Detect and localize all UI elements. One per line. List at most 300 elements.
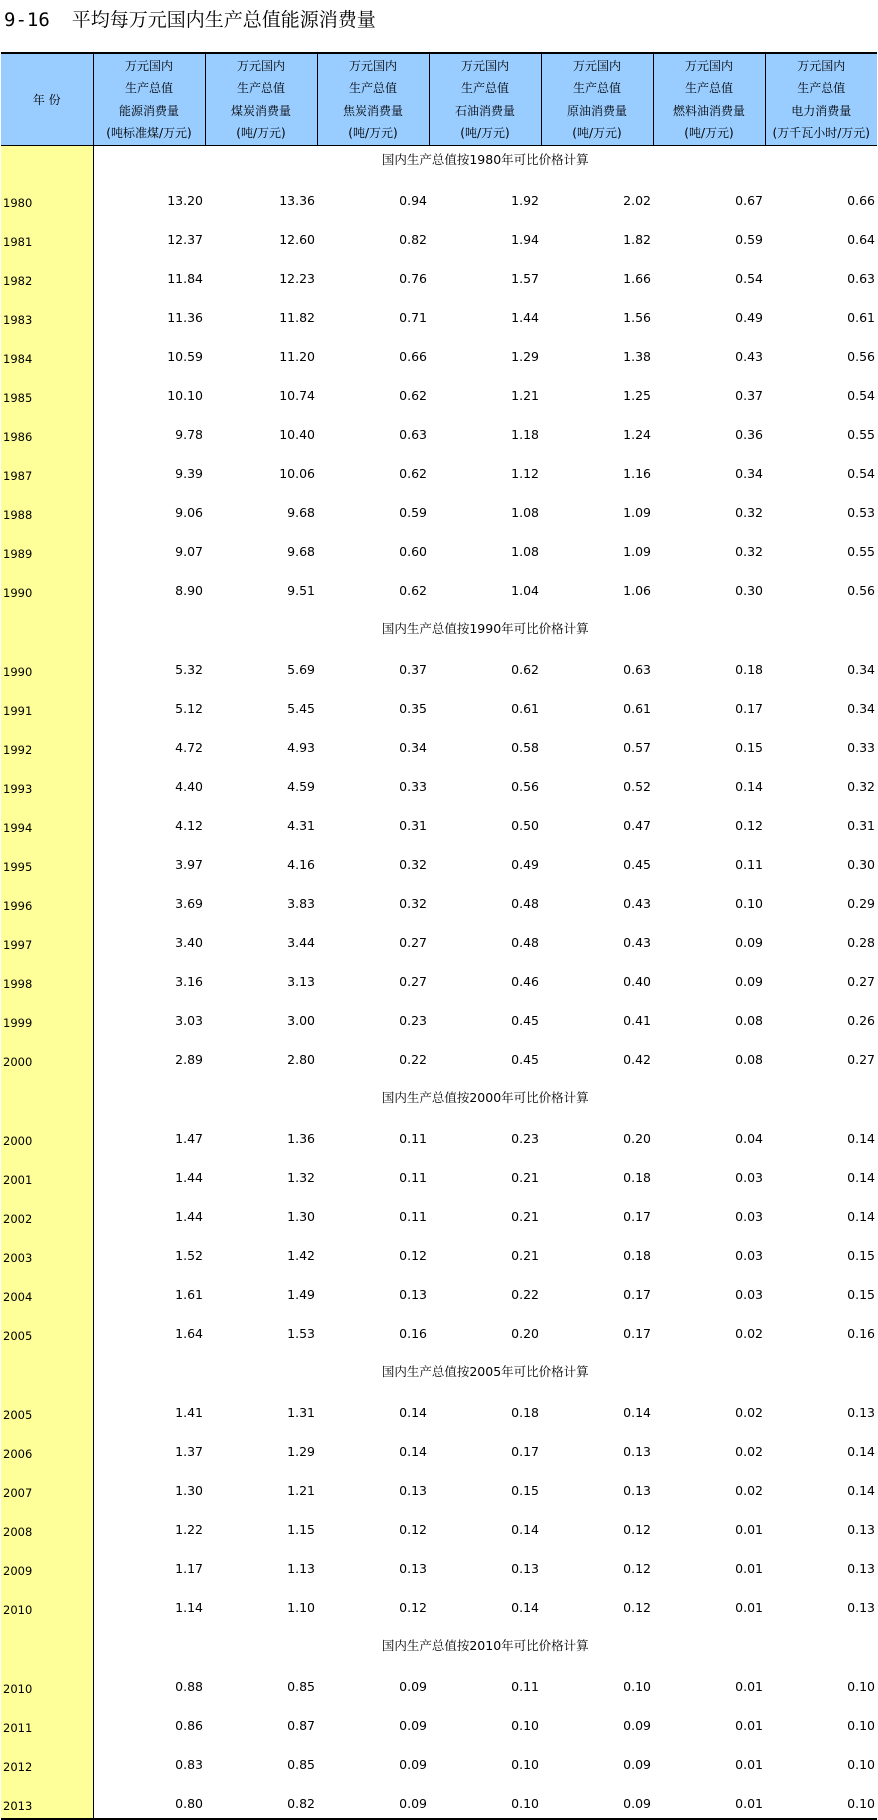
column-header-line: 电力消费量	[791, 103, 852, 118]
value-cell: 0.11	[735, 857, 763, 872]
value-cell: 1.31	[287, 1405, 315, 1420]
value-cell: 0.34	[847, 662, 875, 677]
value-cell: 0.10	[847, 1718, 875, 1733]
value-cell: 1.49	[287, 1287, 315, 1302]
value-cell: 5.12	[175, 701, 203, 716]
value-cell: 0.56	[847, 349, 875, 364]
value-cell: 0.13	[847, 1600, 875, 1615]
value-cell: 1.36	[287, 1131, 315, 1146]
value-cell: 3.16	[175, 974, 203, 989]
value-cell: 0.54	[847, 388, 875, 403]
table-row	[1, 1231, 877, 1270]
value-cell: 1.16	[623, 466, 651, 481]
value-cell: 0.88	[175, 1679, 203, 1694]
value-cell: 0.13	[399, 1287, 427, 1302]
value-cell: 1.18	[511, 427, 539, 442]
table-row	[1, 254, 877, 293]
value-cell: 0.76	[399, 271, 427, 286]
table-row	[1, 1505, 877, 1544]
value-cell: 0.31	[847, 818, 875, 833]
value-cell: 0.16	[847, 1326, 875, 1341]
value-cell: 0.45	[511, 1052, 539, 1067]
value-cell: 4.31	[287, 818, 315, 833]
value-cell: 9.78	[175, 427, 203, 442]
column-header-line: 万元国内	[236, 58, 285, 73]
value-cell: 0.82	[205, 1779, 317, 1819]
section-title: 国内生产总值按2005年可比价格计算	[381, 1364, 589, 1379]
year-cell: 2008	[1, 1505, 93, 1544]
value-cell: 0.04	[735, 1131, 763, 1146]
value-cell: 1.56	[623, 310, 651, 325]
value-cell: 3.83	[287, 896, 315, 911]
value-cell: 1.52	[175, 1248, 203, 1263]
value-cell: 0.67	[735, 193, 763, 208]
year-cell-empty	[1, 146, 93, 177]
value-cell: 0.58	[511, 740, 539, 755]
value-cell: 9.39	[175, 466, 203, 481]
column-header-line: 燃料油消费量	[672, 103, 745, 118]
value-cell: 0.55	[847, 427, 875, 442]
value-cell: 13.36	[279, 193, 315, 208]
value-cell: 0.27	[399, 974, 427, 989]
value-cell: 11.36	[167, 310, 203, 325]
column-header-line: (吨/万元)	[460, 126, 510, 140]
value-cell: 5.45	[287, 701, 315, 716]
table-row	[1, 918, 877, 957]
year-cell: 1990	[1, 645, 93, 684]
table-row	[1, 488, 877, 527]
table-row	[1, 215, 877, 254]
value-cell: 0.32	[399, 857, 427, 872]
table-row	[1, 762, 877, 801]
value-cell: 0.17	[623, 1287, 651, 1302]
year-cell: 2005	[1, 1388, 93, 1427]
year-cell: 2001	[1, 1153, 93, 1192]
table-row	[1, 1583, 877, 1622]
value-cell: 0.82	[399, 232, 427, 247]
value-cell: 10.40	[279, 427, 315, 442]
value-cell: 1.29	[287, 1444, 315, 1459]
value-cell: 1.08	[511, 544, 539, 559]
value-cell: 5.69	[287, 662, 315, 677]
value-cell: 0.53	[847, 505, 875, 520]
column-header-line: 万元国内	[797, 58, 846, 73]
value-cell: 1.08	[511, 505, 539, 520]
table-title-text: 平均每万元国内生产总值能源消费量	[71, 9, 376, 31]
value-cell: 1.21	[287, 1483, 315, 1498]
table-row	[1, 176, 877, 215]
year-cell: 2011	[1, 1701, 93, 1740]
table-row	[1, 996, 877, 1035]
table-row	[1, 684, 877, 723]
value-cell: 0.09	[399, 1757, 427, 1772]
column-header-5	[541, 53, 653, 146]
year-cell: 1980	[1, 176, 93, 215]
year-cell: 2004	[1, 1270, 93, 1309]
year-cell: 1992	[1, 723, 93, 762]
section-title: 国内生产总值按1980年可比价格计算	[381, 152, 589, 167]
column-header-line: (吨/万元)	[348, 126, 398, 140]
value-cell: 0.12	[623, 1522, 651, 1537]
value-cell: 9.68	[287, 505, 315, 520]
value-cell: 0.27	[847, 974, 875, 989]
column-header-line: (吨/万元)	[236, 126, 286, 140]
value-cell: 4.93	[287, 740, 315, 755]
value-cell: 0.03	[735, 1287, 763, 1302]
value-cell: 10.59	[167, 349, 203, 364]
year-cell: 2003	[1, 1231, 93, 1270]
section-heading-row	[1, 146, 877, 177]
value-cell: 0.56	[847, 583, 875, 598]
value-cell: 0.20	[511, 1326, 539, 1341]
value-cell: 13.20	[167, 193, 203, 208]
page-title	[4, 6, 376, 34]
value-cell: 0.13	[623, 1444, 651, 1459]
value-cell: 0.64	[847, 232, 875, 247]
value-cell: 0.09	[541, 1779, 653, 1819]
value-cell: 4.59	[287, 779, 315, 794]
table-row	[1, 566, 877, 605]
value-cell: 0.12	[623, 1561, 651, 1576]
value-cell: 0.57	[623, 740, 651, 755]
value-cell: 0.09	[623, 1718, 651, 1733]
year-cell: 1993	[1, 762, 93, 801]
value-cell: 0.12	[735, 818, 763, 833]
value-cell: 10.10	[167, 388, 203, 403]
value-cell: 0.62	[399, 388, 427, 403]
table-row	[1, 879, 877, 918]
value-cell: 0.14	[847, 1209, 875, 1224]
value-cell: 9.51	[287, 583, 315, 598]
column-header-1	[93, 53, 205, 146]
value-cell: 0.16	[399, 1326, 427, 1341]
value-cell: 0.47	[623, 818, 651, 833]
value-cell: 1.42	[287, 1248, 315, 1263]
value-cell: 4.12	[175, 818, 203, 833]
value-cell: 0.63	[623, 662, 651, 677]
value-cell: 0.50	[511, 818, 539, 833]
value-cell: 0.34	[847, 701, 875, 716]
value-cell: 0.02	[735, 1405, 763, 1420]
value-cell: 0.10	[847, 1757, 875, 1772]
value-cell: 0.26	[847, 1013, 875, 1028]
table-row	[1, 1544, 877, 1583]
value-cell: 12.23	[279, 271, 315, 286]
value-cell: 10.06	[279, 466, 315, 481]
value-cell: 1.25	[623, 388, 651, 403]
table-row	[1, 801, 877, 840]
table-row	[1, 645, 877, 684]
value-cell: 0.30	[847, 857, 875, 872]
value-cell: 0.27	[399, 935, 427, 950]
value-cell: 0.01	[735, 1561, 763, 1576]
table-body	[1, 146, 877, 1820]
table-row	[1, 1466, 877, 1505]
value-cell: 0.41	[623, 1013, 651, 1028]
value-cell: 1.53	[287, 1326, 315, 1341]
table-row	[1, 1388, 877, 1427]
year-cell: 1989	[1, 527, 93, 566]
column-header-6	[653, 53, 765, 146]
table-row	[1, 1153, 877, 1192]
value-cell: 0.13	[623, 1483, 651, 1498]
value-cell: 0.09	[317, 1779, 429, 1819]
value-cell: 0.22	[511, 1287, 539, 1302]
value-cell: 0.13	[511, 1561, 539, 1576]
value-cell: 0.43	[735, 349, 763, 364]
value-cell: 0.23	[399, 1013, 427, 1028]
value-cell: 0.17	[735, 701, 763, 716]
value-cell: 1.04	[511, 583, 539, 598]
value-cell: 1.09	[623, 544, 651, 559]
table-row	[1, 293, 877, 332]
year-cell: 1995	[1, 840, 93, 879]
column-header-line: (吨/万元)	[684, 126, 734, 140]
value-cell: 1.57	[511, 271, 539, 286]
value-cell: 0.15	[847, 1287, 875, 1302]
table-row	[1, 840, 877, 879]
value-cell: 0.32	[399, 896, 427, 911]
value-cell: 4.16	[287, 857, 315, 872]
table-number: 9-16	[4, 9, 50, 31]
value-cell: 0.18	[623, 1248, 651, 1263]
value-cell: 0.33	[847, 740, 875, 755]
table-row	[1, 1309, 877, 1348]
year-cell: 2006	[1, 1427, 93, 1466]
value-cell: 0.13	[847, 1405, 875, 1420]
table-row	[1, 1740, 877, 1779]
column-header-line: (吨标准煤/万元)	[106, 126, 192, 140]
column-header-line: 生产总值	[797, 81, 846, 95]
value-cell: 0.14	[511, 1600, 539, 1615]
value-cell: 2.89	[175, 1052, 203, 1067]
table-row	[1, 1427, 877, 1466]
value-cell: 0.02	[735, 1483, 763, 1498]
value-cell: 0.10	[847, 1679, 875, 1694]
table-row	[1, 1701, 877, 1740]
value-cell: 1.44	[511, 310, 539, 325]
value-cell: 9.07	[175, 544, 203, 559]
year-column-header: 年 份	[1, 53, 93, 146]
value-cell: 0.27	[847, 1052, 875, 1067]
value-cell: 0.20	[623, 1131, 651, 1146]
year-cell: 2000	[1, 1035, 93, 1074]
value-cell: 0.23	[511, 1131, 539, 1146]
value-cell: 0.56	[511, 779, 539, 794]
value-cell: 1.29	[511, 349, 539, 364]
year-cell: 2005	[1, 1309, 93, 1348]
column-header-7	[765, 53, 877, 146]
section-heading-row	[1, 605, 877, 645]
value-cell: 1.61	[175, 1287, 203, 1302]
value-cell: 0.37	[399, 662, 427, 677]
value-cell: 0.61	[623, 701, 651, 716]
year-cell: 1996	[1, 879, 93, 918]
value-cell: 1.30	[175, 1483, 203, 1498]
value-cell: 0.18	[511, 1405, 539, 1420]
value-cell: 1.21	[511, 388, 539, 403]
value-cell: 0.14	[623, 1405, 651, 1420]
section-title: 国内生产总值按2000年可比价格计算	[381, 1090, 589, 1105]
column-header-line: 生产总值	[236, 81, 285, 95]
value-cell: 1.22	[175, 1522, 203, 1537]
value-cell: 0.15	[511, 1483, 539, 1498]
value-cell: 0.55	[847, 544, 875, 559]
column-header-line: 石油消费量	[454, 103, 515, 118]
value-cell: 0.31	[399, 818, 427, 833]
year-cell: 1998	[1, 957, 93, 996]
value-cell: 0.61	[511, 701, 539, 716]
value-cell: 1.15	[287, 1522, 315, 1537]
value-cell: 0.03	[735, 1248, 763, 1263]
section-title: 国内生产总值按1990年可比价格计算	[381, 621, 589, 636]
value-cell: 11.20	[279, 349, 315, 364]
section-heading-row	[1, 1348, 877, 1388]
value-cell: 0.14	[847, 1444, 875, 1459]
table-row	[1, 723, 877, 762]
value-cell: 0.45	[511, 1013, 539, 1028]
table-row	[1, 371, 877, 410]
value-cell: 11.82	[279, 310, 315, 325]
value-cell: 0.17	[511, 1444, 539, 1459]
value-cell: 0.94	[399, 193, 427, 208]
value-cell: 0.36	[735, 427, 763, 442]
value-cell: 0.18	[623, 1170, 651, 1185]
value-cell: 0.02	[735, 1326, 763, 1341]
value-cell: 0.13	[847, 1522, 875, 1537]
year-cell-empty	[1, 605, 93, 645]
column-header-line: 原油消费量	[566, 103, 627, 118]
value-cell: 0.63	[847, 271, 875, 286]
value-cell: 0.62	[399, 583, 427, 598]
column-header-line: 万元国内	[124, 58, 173, 73]
value-cell: 0.43	[623, 935, 651, 950]
year-cell: 1999	[1, 996, 93, 1035]
value-cell: 0.15	[847, 1248, 875, 1263]
column-header-line: 万元国内	[348, 58, 397, 73]
value-cell: 0.21	[511, 1209, 539, 1224]
value-cell: 5.32	[175, 662, 203, 677]
value-cell: 0.09	[399, 1718, 427, 1733]
value-cell: 1.14	[175, 1600, 203, 1615]
value-cell: 0.14	[399, 1405, 427, 1420]
value-cell: 0.14	[847, 1131, 875, 1146]
value-cell: 0.01	[735, 1522, 763, 1537]
value-cell: 0.49	[735, 310, 763, 325]
column-header-line: 生产总值	[124, 81, 173, 95]
table-row	[1, 332, 877, 371]
year-cell-empty	[1, 1348, 93, 1388]
value-cell: 4.72	[175, 740, 203, 755]
value-cell: 0.30	[735, 583, 763, 598]
column-header-line: 能源消费量	[118, 103, 179, 118]
value-cell: 3.13	[287, 974, 315, 989]
table-row	[1, 410, 877, 449]
value-cell: 0.63	[399, 427, 427, 442]
value-cell: 0.54	[847, 466, 875, 481]
value-cell: 0.22	[399, 1052, 427, 1067]
value-cell: 0.62	[399, 466, 427, 481]
value-cell: 12.60	[279, 232, 315, 247]
column-header-line: 万元国内	[460, 58, 509, 73]
column-header-line: 煤炭消费量	[230, 103, 291, 118]
year-cell: 2007	[1, 1466, 93, 1505]
value-cell: 3.03	[175, 1013, 203, 1028]
value-cell: 0.13	[399, 1483, 427, 1498]
value-cell: 0.10	[429, 1779, 541, 1819]
value-cell: 0.49	[511, 857, 539, 872]
year-cell: 2010	[1, 1662, 93, 1701]
value-cell: 1.17	[175, 1561, 203, 1576]
value-cell: 0.12	[399, 1522, 427, 1537]
column-header-line: (万千瓦小时/万元)	[772, 126, 870, 140]
value-cell: 3.69	[175, 896, 203, 911]
value-cell: 1.82	[623, 232, 651, 247]
table-row	[1, 957, 877, 996]
value-cell: 0.03	[735, 1170, 763, 1185]
value-cell: 0.28	[847, 935, 875, 950]
value-cell: 0.29	[847, 896, 875, 911]
value-cell: 0.21	[511, 1248, 539, 1263]
value-cell: 0.85	[287, 1679, 315, 1694]
header-row	[1, 53, 877, 146]
value-cell: 0.15	[735, 740, 763, 755]
value-cell: 1.38	[623, 349, 651, 364]
table-row	[1, 1662, 877, 1701]
value-cell: 0.54	[735, 271, 763, 286]
value-cell: 3.44	[287, 935, 315, 950]
year-cell: 1982	[1, 254, 93, 293]
value-cell: 0.14	[847, 1483, 875, 1498]
column-header-4	[429, 53, 541, 146]
column-header-line: 生产总值	[460, 81, 509, 95]
value-cell: 3.00	[287, 1013, 315, 1028]
value-cell: 0.87	[287, 1718, 315, 1733]
value-cell: 1.32	[287, 1170, 315, 1185]
value-cell: 0.08	[735, 1013, 763, 1028]
year-cell: 2013	[1, 1779, 93, 1819]
value-cell: 1.44	[175, 1170, 203, 1185]
value-cell: 0.71	[399, 310, 427, 325]
value-cell: 0.17	[623, 1209, 651, 1224]
value-cell: 8.90	[175, 583, 203, 598]
value-cell: 1.41	[175, 1405, 203, 1420]
value-cell: 0.32	[735, 544, 763, 559]
table-row	[1, 1270, 877, 1309]
value-cell: 0.01	[735, 1679, 763, 1694]
year-cell: 1991	[1, 684, 93, 723]
year-cell: 2002	[1, 1192, 93, 1231]
table-row	[1, 449, 877, 488]
column-header-line: 万元国内	[684, 58, 733, 73]
value-cell: 0.10	[735, 896, 763, 911]
value-cell: 0.34	[735, 466, 763, 481]
value-cell: 0.14	[399, 1444, 427, 1459]
value-cell: 10.74	[279, 388, 315, 403]
value-cell: 0.37	[735, 388, 763, 403]
year-cell: 1984	[1, 332, 93, 371]
value-cell: 1.64	[175, 1326, 203, 1341]
year-cell: 1997	[1, 918, 93, 957]
column-header-line: 焦炭消费量	[342, 103, 403, 118]
value-cell: 0.09	[623, 1757, 651, 1772]
value-cell: 0.14	[735, 779, 763, 794]
value-cell: 0.08	[735, 1052, 763, 1067]
value-cell: 1.30	[287, 1209, 315, 1224]
value-cell: 0.80	[93, 1779, 205, 1819]
value-cell: 1.12	[511, 466, 539, 481]
year-cell-empty	[1, 1074, 93, 1114]
